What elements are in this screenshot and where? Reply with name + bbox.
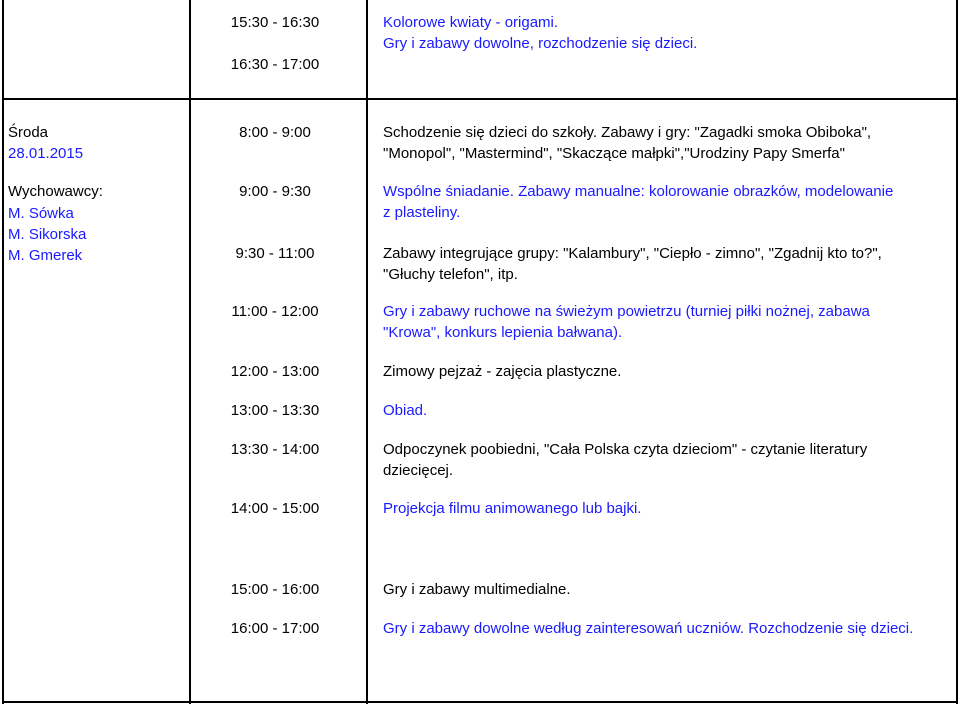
teacher-name-2: M. Sikorska (8, 226, 87, 243)
activity-1-line-2: "Monopol", "Mastermind", "Skaczące małpki","Urodziny Papy Smerfa" (383, 145, 845, 162)
left-border (2, 0, 4, 704)
activity-5-line-1: Zimowy pejzaż - zajęcia plastyczne. (383, 363, 622, 380)
time-slot-4: 11:00 - 12:00 (231, 303, 319, 320)
activity-3-line-2: "Głuchy telefon", itp. (383, 266, 518, 283)
activity-2-line-1: Wspólne śniadanie. Zabawy manualne: kolorowanie obrazków, modelowanie (383, 183, 894, 200)
time-slot-1: 8:00 - 9:00 (239, 124, 311, 141)
prev-activity-2: Gry i zabawy dowolne, rozchodzenie się dzieci. (383, 35, 698, 52)
activity-10-line-1: Gry i zabawy dowolne według zainteresowań uczniów. Rozchodzenie się dzieci. (383, 620, 914, 637)
time-slot-8: 14:00 - 15:00 (230, 500, 320, 517)
activity-1-line-1: Schodzenie się dzieci do szkoły. Zabawy i gry: "Zagadki smoka Obiboka", (383, 124, 872, 141)
activity-3-line-1: Zabawy integrujące grupy: "Kalambury", "Ciepło - zimno", "Zgadnij kto to?", (383, 245, 882, 262)
teachers-label: Wychowawcy: (8, 183, 103, 200)
activity-4-line-1: Gry i zabawy ruchowe na świeżym powietrzu (turniej piłki nożnej, zabawa (383, 303, 870, 320)
time-slot-3: 9:30 - 11:00 (235, 245, 315, 262)
activity-7-line-2: dziecięcej. (383, 462, 454, 479)
time-slot-7: 13:30 - 14:00 (230, 441, 320, 458)
time-slot-5: 12:00 - 13:00 (230, 363, 320, 380)
teacher-name-3: M. Gmerek (8, 247, 83, 264)
day-date: 28.01.2015 (8, 145, 84, 162)
time-slot-10: 16:00 - 17:00 (230, 620, 320, 637)
time-slot-9: 15:00 - 16:00 (230, 581, 320, 598)
prev-activity-1: Kolorowe kwiaty - origami. (383, 14, 559, 31)
row-separator (2, 98, 958, 100)
time-slot-2: 9:00 - 9:30 (239, 183, 311, 200)
bottom-border (2, 701, 958, 703)
time-slot-6: 13:00 - 13:30 (230, 402, 320, 419)
activity-9-line-1: Gry i zabawy multimedialne. (383, 581, 571, 598)
column-divider-2 (366, 0, 368, 704)
activity-4-line-2: "Krowa", konkurs lepienia bałwana). (383, 324, 623, 341)
activity-7-line-1: Odpoczynek poobiedni, "Cała Polska czyta dzieciom" - czytanie literatury (383, 441, 868, 458)
day-name: Środa (8, 124, 49, 141)
teacher-name-1: M. Sówka (8, 205, 74, 222)
activity-6-line-1: Obiad. (383, 402, 428, 419)
prev-time-1: 15:30 - 16:30 (230, 14, 320, 31)
right-border (956, 0, 958, 704)
activity-8-line-1: Projekcja filmu animowanego lub bajki. (383, 500, 642, 517)
prev-time-3: 16:30 - 17:00 (230, 56, 320, 73)
activity-2-line-2: z plasteliny. (383, 204, 461, 221)
